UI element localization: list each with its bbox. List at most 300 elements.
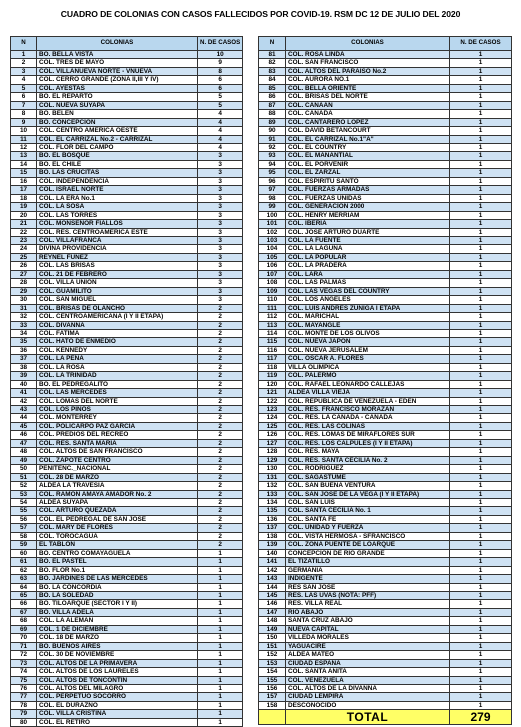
case-count: 1 <box>450 236 512 244</box>
colonia-name: ALDEA MATEO <box>286 651 450 659</box>
table-row <box>11 634 243 642</box>
table-row <box>11 338 243 346</box>
case-count: 1 <box>450 499 512 507</box>
row-number: 1 <box>11 51 37 59</box>
table-row <box>259 456 512 464</box>
colonia-name: COL. PREDIOS DEL RECREO <box>37 431 198 439</box>
table-row <box>259 211 512 219</box>
header-casos: N. DE CASOS <box>198 37 243 51</box>
colonia-name: COL. NUEVA JAPON <box>286 338 450 346</box>
row-number: 18 <box>11 194 37 202</box>
colonia-name: BO. EL PASTEL <box>37 558 198 566</box>
table-row <box>11 287 243 295</box>
row-number: 71 <box>11 642 37 650</box>
colonia-name: COL. IBERIA <box>286 220 450 228</box>
colonia-name: COL. ESPIRITU SANTO <box>286 177 450 185</box>
colonia-name: DESCONOCIDO <box>286 701 450 709</box>
row-number: 120 <box>259 380 286 388</box>
row-number: 133 <box>259 490 286 498</box>
row-number: 48 <box>11 448 37 456</box>
row-number: 6 <box>11 93 37 101</box>
case-count: 2 <box>198 406 243 414</box>
row-number: 7 <box>11 101 37 109</box>
table-row <box>11 110 243 118</box>
row-number: 123 <box>259 406 286 414</box>
colonia-name: COL. HENRY MERRIAM <box>286 211 450 219</box>
row-number: 66 <box>11 600 37 608</box>
row-number: 10 <box>11 127 37 135</box>
table-row <box>259 701 512 709</box>
table-row <box>259 76 512 84</box>
case-count: 1 <box>450 304 512 312</box>
case-count: 1 <box>198 634 243 642</box>
case-count: 1 <box>450 608 512 616</box>
colonia-name: BO. EL BOSQUE <box>37 152 198 160</box>
colonia-name: COL. ROSA LINDA <box>286 51 450 59</box>
table-row <box>11 211 243 219</box>
row-number: 78 <box>11 701 37 709</box>
colonia-name: COL. EL MANANTIAL <box>286 152 450 160</box>
colonia-name: COL. LA TRINIDAD <box>37 372 198 380</box>
colonia-name: COL. LAS MERCEDES <box>37 389 198 397</box>
colonia-name: COL. CENTRO AMERICA OESTE <box>37 127 198 135</box>
case-count: 1 <box>450 363 512 371</box>
colonia-name: BO. LAS CRUCITAS <box>37 169 198 177</box>
table-row <box>259 482 512 490</box>
row-number: 30 <box>11 296 37 304</box>
case-count: 2 <box>198 524 243 532</box>
colonia-name: COL. 30 DE NOVIEMBRE <box>37 651 198 659</box>
case-count: 1 <box>450 566 512 574</box>
row-number: 131 <box>259 473 286 481</box>
case-count: 1 <box>450 84 512 92</box>
table-row <box>259 363 512 371</box>
case-count: 1 <box>450 270 512 278</box>
colonia-name: BO. LA SOLEDAD <box>37 592 198 600</box>
case-count: 1 <box>198 659 243 667</box>
case-count: 2 <box>198 422 243 430</box>
table-row <box>11 397 243 405</box>
colonia-name: COL. REPUBLICA DE VENEZUELA - EDEN <box>286 397 450 405</box>
table-row <box>259 253 512 261</box>
row-number: 34 <box>11 329 37 337</box>
case-count: 1 <box>450 634 512 642</box>
table-row <box>11 160 243 168</box>
row-number: 115 <box>259 338 286 346</box>
case-count: 1 <box>198 676 243 684</box>
table-row <box>11 651 243 659</box>
row-number: 74 <box>11 668 37 676</box>
colonia-name: COL. MAYANGLE <box>286 321 450 329</box>
table-row <box>11 262 243 270</box>
row-number: 108 <box>259 279 286 287</box>
case-count: 1 <box>450 642 512 650</box>
row-number: 118 <box>259 363 286 371</box>
table-row <box>11 448 243 456</box>
colonia-name: BO. FLOR No.1 <box>37 566 198 574</box>
case-count: 1 <box>450 160 512 168</box>
row-number: 92 <box>259 143 286 151</box>
row-number: 144 <box>259 583 286 591</box>
colonia-name: COL. RES. LA CAÑADA - CAÑADA <box>286 414 450 422</box>
table-row <box>259 67 512 75</box>
table-row <box>11 220 243 228</box>
colonia-name: BO. EL PEDREGALITO <box>37 380 198 388</box>
case-count: 1 <box>450 617 512 625</box>
colonia-name: COL. LOS PINOS <box>37 406 198 414</box>
table-row <box>259 532 512 540</box>
case-count: 1 <box>450 59 512 67</box>
case-count: 1 <box>198 668 243 676</box>
row-number: 61 <box>11 558 37 566</box>
colonia-name: COL. RES. SANTA CECILIA No. 2 <box>286 456 450 464</box>
table-row <box>259 389 512 397</box>
row-number: 25 <box>11 253 37 261</box>
table-row <box>259 668 512 676</box>
case-count: 2 <box>198 313 243 321</box>
case-count: 6 <box>198 84 243 92</box>
table-row <box>259 110 512 118</box>
case-count: 9 <box>198 59 243 67</box>
row-number: 16 <box>11 177 37 185</box>
case-count: 1 <box>198 642 243 650</box>
row-number: 149 <box>259 625 286 633</box>
colonia-name: COL. DAVID BETANCOURT <box>286 127 450 135</box>
case-count: 1 <box>450 67 512 75</box>
colonia-name: COL. MONTERREY <box>37 414 198 422</box>
case-count: 1 <box>450 693 512 701</box>
row-number: 53 <box>11 490 37 498</box>
row-number: 137 <box>259 524 286 532</box>
row-number: 54 <box>11 499 37 507</box>
colonia-name: COL. RAMÓN AMAYA AMADOR No. 2 <box>37 490 198 498</box>
row-number: 46 <box>11 431 37 439</box>
table-row <box>11 51 243 59</box>
row-number: 36 <box>11 346 37 354</box>
colonia-name: COL. LA ERA No.1 <box>37 194 198 202</box>
table-row <box>11 279 243 287</box>
row-number: 147 <box>259 608 286 616</box>
table-row <box>11 541 243 549</box>
colonia-name: COL. MONTE DE LOS OLIVOS <box>286 329 450 337</box>
table-row <box>259 634 512 642</box>
case-count: 5 <box>198 93 243 101</box>
colonia-name: EL TIZATILLO <box>286 558 450 566</box>
colonia-name: COL. LA SOSA <box>37 203 198 211</box>
case-count: 3 <box>198 203 243 211</box>
row-number: 67 <box>11 608 37 616</box>
table-row <box>259 625 512 633</box>
case-count: 1 <box>450 583 512 591</box>
case-count: 6 <box>198 76 243 84</box>
table-row <box>259 592 512 600</box>
colonia-name: BO. BELLA VISTA <box>37 51 198 59</box>
colonia-name: RES. LAS UVAS (NOTA: PFF) <box>286 592 450 600</box>
right-table <box>258 36 512 725</box>
row-number: 28 <box>11 279 37 287</box>
colonia-name: COL. CANADA <box>286 110 450 118</box>
case-count: 1 <box>450 625 512 633</box>
case-count: 1 <box>450 659 512 667</box>
case-count: 2 <box>198 456 243 464</box>
table-row <box>259 338 512 346</box>
case-count: 1 <box>450 321 512 329</box>
row-number: 84 <box>259 76 286 84</box>
table-row <box>11 515 243 523</box>
table-row <box>11 296 243 304</box>
case-count: 2 <box>198 321 243 329</box>
colonia-name: RES. VILLA REAL <box>286 600 450 608</box>
row-number: 77 <box>11 693 37 701</box>
colonia-name: COL. LA LAGUNA <box>286 245 450 253</box>
case-count: 1 <box>198 651 243 659</box>
row-number: 69 <box>11 625 37 633</box>
table-row <box>259 127 512 135</box>
row-number: 103 <box>259 236 286 244</box>
row-number: 33 <box>11 321 37 329</box>
colonia-name: COL. ZAPOTE CENTRO <box>37 456 198 464</box>
table-row <box>259 143 512 151</box>
table-row <box>259 380 512 388</box>
case-count: 1 <box>450 127 512 135</box>
colonia-name: COL. PALERMO <box>286 372 450 380</box>
colonia-name: COL. LAS BRISAS <box>37 262 198 270</box>
left-table <box>10 36 243 727</box>
colonia-name: COL. ALTOS DEL PARAISO No.2 <box>286 67 450 75</box>
row-number: 8 <box>11 110 37 118</box>
table-row <box>11 701 243 709</box>
row-number: 119 <box>259 372 286 380</box>
row-number: 70 <box>11 634 37 642</box>
case-count: 1 <box>450 346 512 354</box>
colonia-name: COL. MARY DE FLORES <box>37 524 198 532</box>
row-number: 96 <box>259 177 286 185</box>
row-number: 11 <box>11 135 37 143</box>
case-count: 2 <box>198 465 243 473</box>
table-row <box>259 101 512 109</box>
row-number: 26 <box>11 262 37 270</box>
row-number: 57 <box>11 524 37 532</box>
row-number: 109 <box>259 287 286 295</box>
row-number: 4 <box>11 76 37 84</box>
table-row <box>11 524 243 532</box>
case-count: 3 <box>198 270 243 278</box>
case-count: 1 <box>450 228 512 236</box>
row-number: 105 <box>259 253 286 261</box>
row-number: 75 <box>11 676 37 684</box>
row-number: 106 <box>259 262 286 270</box>
row-number: 80 <box>11 718 37 726</box>
row-number: 14 <box>11 160 37 168</box>
table-row <box>259 152 512 160</box>
table-row <box>259 186 512 194</box>
table-row <box>11 59 243 67</box>
colonia-name: BO. EL REPARTO <box>37 93 198 101</box>
colonia-name: COL. VENEZUELA <box>286 676 450 684</box>
table-row <box>11 676 243 684</box>
colonia-name: COL. SAGASTUME <box>286 473 450 481</box>
colonia-name: BO. BELEN <box>37 110 198 118</box>
table-row <box>11 499 243 507</box>
row-number: 21 <box>11 220 37 228</box>
case-count: 1 <box>450 186 512 194</box>
row-number: 89 <box>259 118 286 126</box>
case-count: 3 <box>198 186 243 194</box>
table-row <box>259 617 512 625</box>
row-number: 47 <box>11 439 37 447</box>
colonia-name: COL. NUEVA JERUSALEM <box>286 346 450 354</box>
row-number: 52 <box>11 482 37 490</box>
table-row <box>259 160 512 168</box>
colonia-name: COL. CERRO GRANDE (ZONA II,III Y IV) <box>37 76 198 84</box>
colonia-name: COL. PERPETUO SOCORRO <box>37 693 198 701</box>
table-row <box>11 372 243 380</box>
row-number: 151 <box>259 642 286 650</box>
table-row <box>11 76 243 84</box>
row-number: 111 <box>259 304 286 312</box>
case-count: 1 <box>450 515 512 523</box>
colonia-name: COL. SAN JOSE DE LA VEGA (I Y II ETAPA) <box>286 490 450 498</box>
table-row <box>11 169 243 177</box>
table-row <box>11 549 243 557</box>
table-row <box>259 245 512 253</box>
row-number: 104 <box>259 245 286 253</box>
row-number: 29 <box>11 287 37 295</box>
colonia-name: COL. RODRIGUEZ <box>286 465 450 473</box>
header-colonias: COLONIAS <box>286 37 450 51</box>
table-row <box>11 127 243 135</box>
colonia-name: COL. FUERZAS UNIDAS <box>286 194 450 202</box>
case-count: 3 <box>198 262 243 270</box>
colonia-name: COL. ISRAEL NORTE <box>37 186 198 194</box>
row-number: 127 <box>259 439 286 447</box>
table-row <box>259 84 512 92</box>
row-number: 141 <box>259 558 286 566</box>
colonia-name: COL. SAN FRANCISCO <box>286 59 450 67</box>
colonia-name: COL. LAS PALMAS <box>286 279 450 287</box>
case-count: 2 <box>198 541 243 549</box>
table-row <box>259 51 512 59</box>
colonia-name: COL. HATO DE ENMEDIO <box>37 338 198 346</box>
colonia-name: COL. BRISAS DE OLANCHO <box>37 304 198 312</box>
colonia-name: COL. EL CARRIZAL No.2 - CARRIZAL <box>37 135 198 143</box>
table-row <box>259 651 512 659</box>
row-number: 68 <box>11 617 37 625</box>
row-number: 23 <box>11 236 37 244</box>
row-number: 113 <box>259 321 286 329</box>
colonia-name: COL. ALTOS DEL MILAGRO <box>37 684 198 692</box>
case-count: 4 <box>198 110 243 118</box>
table-row <box>11 194 243 202</box>
colonia-name: COL. NUEVA SUYAPA <box>37 101 198 109</box>
table-row <box>11 482 243 490</box>
case-count: 1 <box>198 693 243 701</box>
case-count: 1 <box>198 701 243 709</box>
colonia-name: COL. VILLA UNION <box>37 279 198 287</box>
row-number: 31 <box>11 304 37 312</box>
row-number: 87 <box>259 101 286 109</box>
colonia-name: VILLEDA MORALES <box>286 634 450 642</box>
table-row <box>259 414 512 422</box>
colonia-name: COL. GENERACION 2000 <box>286 203 450 211</box>
row-number: 82 <box>259 59 286 67</box>
row-number: 56 <box>11 515 37 523</box>
case-count: 1 <box>450 541 512 549</box>
case-count: 2 <box>198 507 243 515</box>
row-number: 15 <box>11 169 37 177</box>
case-count: 1 <box>450 253 512 261</box>
table-row <box>11 608 243 616</box>
colonia-name: COL. RAFAEL LEONARDO CALLEJAS <box>286 380 450 388</box>
table-row <box>11 253 243 261</box>
table-row <box>11 228 243 236</box>
case-count: 2 <box>198 532 243 540</box>
table-row <box>259 304 512 312</box>
table-row <box>259 693 512 701</box>
table-row <box>11 456 243 464</box>
case-count: 8 <box>198 67 243 75</box>
colonia-name: COL. LOS ANGELES <box>286 296 450 304</box>
page-title: CUADRO DE COLONIAS CON CASOS FALLECIDOS POR COVID-19. RSM DC 12 DE JULIO DEL 2020 <box>60 9 461 19</box>
colonia-name: COL. FUERZAS ARMADAS <box>286 186 450 194</box>
case-count: 1 <box>450 220 512 228</box>
table-row <box>11 532 243 540</box>
case-count: 2 <box>198 346 243 354</box>
colonia-name: COL. 21 DE FEBRERO <box>37 270 198 278</box>
case-count: 3 <box>198 253 243 261</box>
colonia-name: BO. LA CONCORDIA <box>37 583 198 591</box>
table-row <box>11 118 243 126</box>
table-row <box>259 642 512 650</box>
row-number: 27 <box>11 270 37 278</box>
total-value: 279 <box>450 710 512 725</box>
case-count: 1 <box>450 389 512 397</box>
case-count: 1 <box>198 625 243 633</box>
table-row <box>259 659 512 667</box>
row-number: 97 <box>259 186 286 194</box>
case-count: 1 <box>198 566 243 574</box>
row-number: 39 <box>11 372 37 380</box>
colonia-name: COL. ALTOS DE LA PRIMAVERA <box>37 659 198 667</box>
colonia-name: COL. SANTA CECILIA No. 1 <box>286 507 450 515</box>
table-row <box>11 600 243 608</box>
table-row <box>11 642 243 650</box>
row-number: 64 <box>11 583 37 591</box>
colonia-name: COL. INDEPENDENCIA <box>37 177 198 185</box>
case-count: 2 <box>198 363 243 371</box>
case-count: 2 <box>198 389 243 397</box>
row-number: 95 <box>259 169 286 177</box>
table-row <box>11 566 243 574</box>
case-count: 1 <box>450 110 512 118</box>
colonia-name: COL. ARTURO QUEZADA <box>37 507 198 515</box>
row-number: 114 <box>259 329 286 337</box>
row-number: 153 <box>259 659 286 667</box>
case-count: 1 <box>450 651 512 659</box>
table-row <box>11 346 243 354</box>
colonia-name: COL. ZONA PUENTE DE LOARQUE <box>286 541 450 549</box>
colonia-name: CIUDAD ESPAÑA <box>286 659 450 667</box>
colonia-name: RIO ABAJO <box>286 608 450 616</box>
row-number: 112 <box>259 313 286 321</box>
case-count: 3 <box>198 152 243 160</box>
case-count: 1 <box>450 532 512 540</box>
colonia-name: SANTA CRUZ ABAJO <box>286 617 450 625</box>
table-row <box>11 152 243 160</box>
colonia-name: COL. EL COUNTRY <box>286 143 450 151</box>
case-count: 2 <box>198 490 243 498</box>
colonia-name: COL. UNIDAD Y FUERZA <box>286 524 450 532</box>
